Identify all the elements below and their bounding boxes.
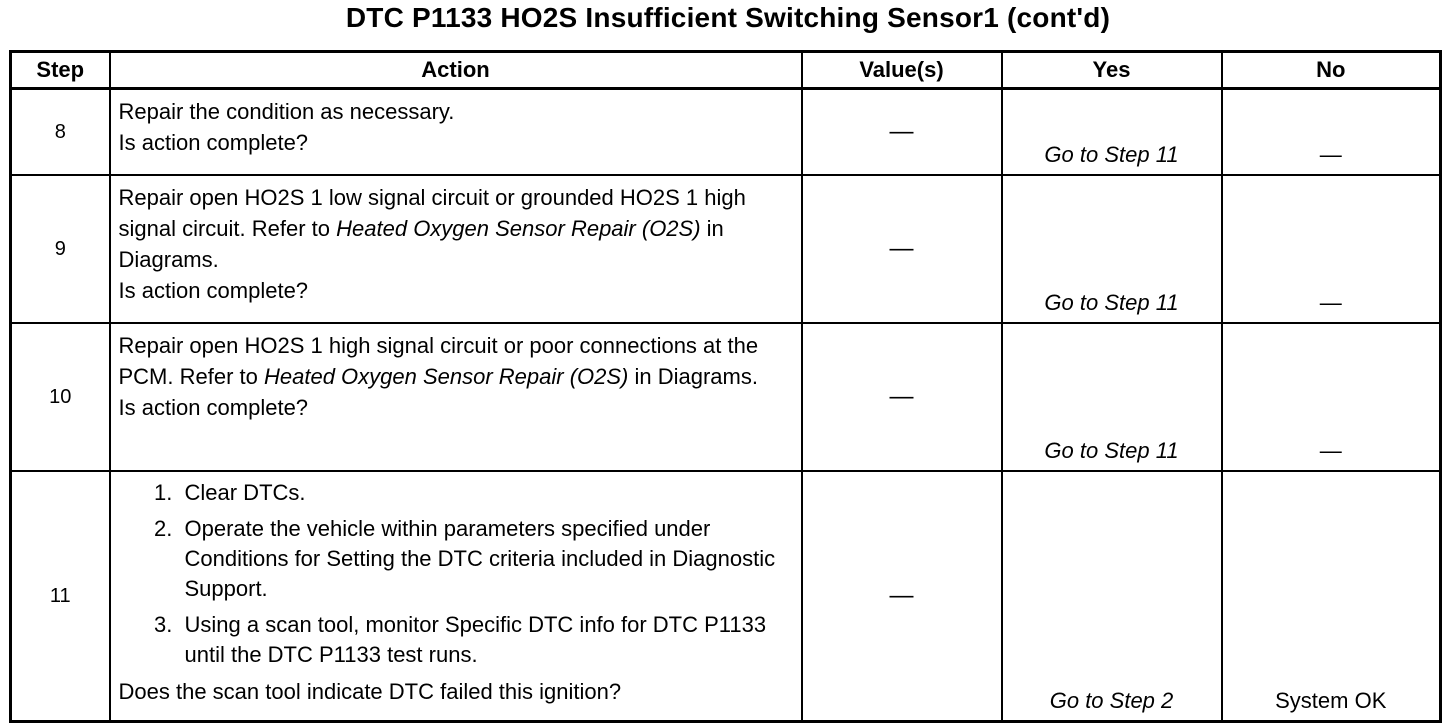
page-title: DTC P1133 HO2S Insufficient Switching Sensor1 (cont'd) [345,2,1111,33]
action-text-part: in Diagrams. [628,364,758,389]
action-cell [110,471,802,722]
header-row [11,52,1441,89]
header-yes: Yes [1002,52,1222,89]
no-cell: System OK [1222,471,1441,722]
action-text [119,182,793,275]
action-steps-list [119,478,793,670]
yes-cell: Go to Step 11 [1002,89,1222,176]
action-text [119,330,793,392]
value-cell: — [802,471,1002,722]
action-question: Is action complete? [118,130,309,155]
step-number: 8 [11,89,110,176]
value-cell: — [802,89,1002,176]
value-cell: — [802,175,1002,323]
action-cell [110,323,802,471]
table-row [11,471,1441,722]
action-text-part: Repair open HO2S 1 high signal circuit or poor connections at the PCM. Refer to [118,333,759,389]
step-number: 10 [11,323,110,471]
action-text: Repair the condition as necessary. [118,99,455,124]
step-number: 11 [11,471,110,722]
no-cell: — [1222,89,1441,176]
action-question: Does the scan tool indicate DTC failed this ignition? [118,679,622,704]
diagnostic-table [9,50,1442,723]
yes-cell: Go to Step 11 [1002,175,1222,323]
list-item: 1. Clear DTCs. [179,478,793,508]
action-cell [110,89,802,176]
yes-cell: Go to Step 2 [1002,471,1222,722]
table-row [11,89,1441,176]
list-item: 2. Operate the vehicle within parameters specified under Conditions for Setting the DTC criteria included in Diagnostic Support. [179,514,793,604]
table-row [11,323,1441,471]
no-cell: — [1222,323,1441,471]
header-values: Value(s) [802,52,1002,89]
header-step: Step [11,52,110,89]
action-text-part: Repair open HO2S 1 low signal circuit or grounded HO2S 1 high signal circuit. Refer to [118,185,746,241]
step-number: 9 [11,175,110,323]
action-question: Is action complete? [118,278,309,303]
action-cell [110,175,802,323]
table-row [11,175,1441,323]
action-question: Is action complete? [118,395,309,420]
value-cell: — [802,323,1002,471]
action-text-part: in Diagrams. [118,216,724,272]
action-reference: Heated Oxygen Sensor Repair (O2S) [336,216,701,241]
action-reference: Heated Oxygen Sensor Repair (O2S) [263,364,629,389]
yes-cell: Go to Step 11 [1002,323,1222,471]
no-cell: — [1222,175,1441,323]
header-no: No [1222,52,1441,89]
list-item: 3. Using a scan tool, monitor Specific DTC info for DTC P1133 until the DTC P1133 test runs. [179,610,793,670]
header-action: Action [110,52,802,89]
